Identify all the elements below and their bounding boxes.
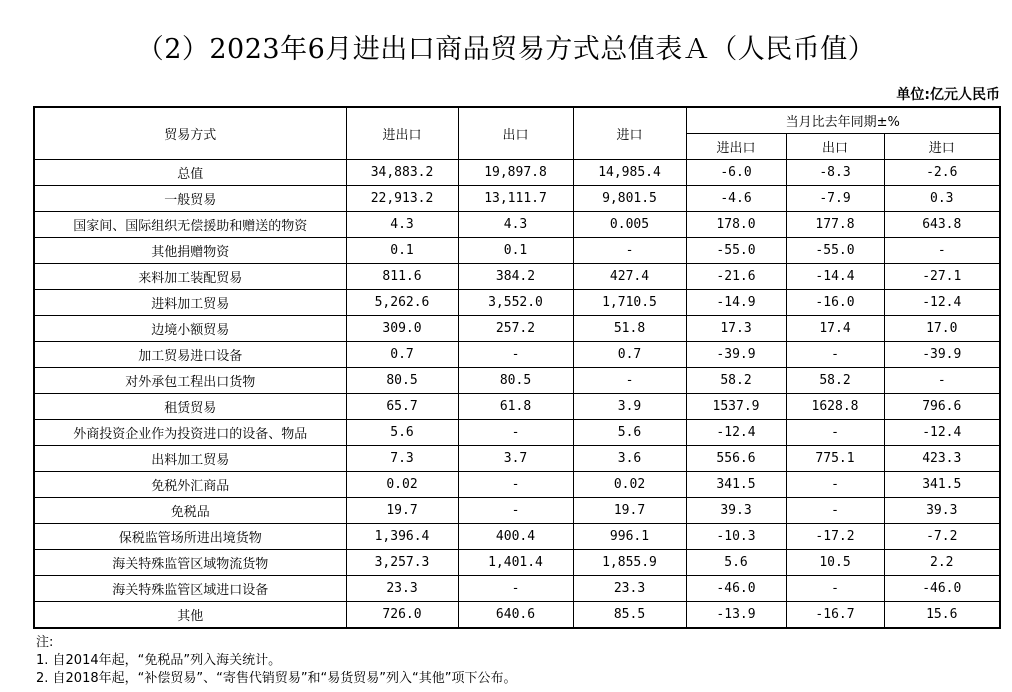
table-row xyxy=(34,238,1000,264)
cell-yoy-import: 2.2 xyxy=(884,550,1000,576)
cell-yoy-import: 341.5 xyxy=(884,472,1000,498)
cell-yoy-export: -16.0 xyxy=(786,290,884,316)
cell-total: 0.7 xyxy=(346,342,458,368)
cell-yoy-import: 39.3 xyxy=(884,498,1000,524)
cell-yoy-export: -7.9 xyxy=(786,186,884,212)
cell-yoy-total: -55.0 xyxy=(686,238,786,264)
cell-total: 65.7 xyxy=(346,394,458,420)
header-total: 进出口 xyxy=(346,107,458,160)
cell-yoy-total: -14.9 xyxy=(686,290,786,316)
row-trade-mode: 海关特殊监管区域进口设备 xyxy=(34,576,346,602)
cell-yoy-import: 15.6 xyxy=(884,602,1000,629)
cell-yoy-total: 178.0 xyxy=(686,212,786,238)
cell-import: - xyxy=(573,368,686,394)
cell-yoy-import: - xyxy=(884,238,1000,264)
cell-total: 811.6 xyxy=(346,264,458,290)
cell-yoy-export: 58.2 xyxy=(786,368,884,394)
cell-yoy-total: -10.3 xyxy=(686,524,786,550)
cell-yoy-total: -46.0 xyxy=(686,576,786,602)
cell-import: 0.7 xyxy=(573,342,686,368)
cell-total: 726.0 xyxy=(346,602,458,629)
cell-export: 80.5 xyxy=(458,368,573,394)
cell-export: 61.8 xyxy=(458,394,573,420)
cell-yoy-import: 423.3 xyxy=(884,446,1000,472)
row-trade-mode: 其他 xyxy=(34,602,346,629)
cell-import: 427.4 xyxy=(573,264,686,290)
row-trade-mode: 保税监管场所进出境货物 xyxy=(34,524,346,550)
cell-total: 5,262.6 xyxy=(346,290,458,316)
cell-export: 1,401.4 xyxy=(458,550,573,576)
cell-import: 85.5 xyxy=(573,602,686,629)
cell-import: 14,985.4 xyxy=(573,160,686,186)
cell-yoy-import: -12.4 xyxy=(884,420,1000,446)
table-row xyxy=(34,602,1000,629)
table-row xyxy=(34,550,1000,576)
cell-yoy-import: -2.6 xyxy=(884,160,1000,186)
notes xyxy=(36,634,517,688)
cell-export: 257.2 xyxy=(458,316,573,342)
cell-yoy-total: 58.2 xyxy=(686,368,786,394)
cell-yoy-import: -12.4 xyxy=(884,290,1000,316)
cell-yoy-export: - xyxy=(786,420,884,446)
table-row xyxy=(34,446,1000,472)
cell-export: 13,111.7 xyxy=(458,186,573,212)
cell-yoy-export: 177.8 xyxy=(786,212,884,238)
cell-yoy-export: 1628.8 xyxy=(786,394,884,420)
cell-yoy-import: -46.0 xyxy=(884,576,1000,602)
cell-yoy-total: 39.3 xyxy=(686,498,786,524)
cell-import: 1,710.5 xyxy=(573,290,686,316)
cell-export: - xyxy=(458,472,573,498)
table-row xyxy=(34,160,1000,186)
row-trade-mode: 租赁贸易 xyxy=(34,394,346,420)
cell-export: - xyxy=(458,420,573,446)
table-row xyxy=(34,498,1000,524)
cell-yoy-export: 17.4 xyxy=(786,316,884,342)
cell-yoy-total: 17.3 xyxy=(686,316,786,342)
cell-yoy-export: - xyxy=(786,472,884,498)
table-row xyxy=(34,368,1000,394)
table-row xyxy=(34,576,1000,602)
cell-export: - xyxy=(458,576,573,602)
row-trade-mode: 进料加工贸易 xyxy=(34,290,346,316)
page-title: （2）2023年6月进出口商品贸易方式总值表Ａ（人民币值） xyxy=(136,34,876,65)
cell-import: - xyxy=(573,238,686,264)
header-yoy-total: 进出口 xyxy=(686,134,786,160)
row-trade-mode: 对外承包工程出口货物 xyxy=(34,368,346,394)
cell-yoy-total: -21.6 xyxy=(686,264,786,290)
cell-export: - xyxy=(458,342,573,368)
row-trade-mode: 外商投资企业作为投资进口的设备、物品 xyxy=(34,420,346,446)
cell-total: 3,257.3 xyxy=(346,550,458,576)
cell-total: 7.3 xyxy=(346,446,458,472)
row-trade-mode: 海关特殊监管区域物流货物 xyxy=(34,550,346,576)
cell-yoy-total: 1537.9 xyxy=(686,394,786,420)
cell-total: 5.6 xyxy=(346,420,458,446)
cell-export: 19,897.8 xyxy=(458,160,573,186)
cell-yoy-import: -39.9 xyxy=(884,342,1000,368)
cell-yoy-export: - xyxy=(786,576,884,602)
cell-yoy-import: 0.3 xyxy=(884,186,1000,212)
cell-yoy-export: -17.2 xyxy=(786,524,884,550)
row-trade-mode: 出料加工贸易 xyxy=(34,446,346,472)
table-row xyxy=(34,394,1000,420)
cell-yoy-import: 796.6 xyxy=(884,394,1000,420)
cell-import: 51.8 xyxy=(573,316,686,342)
cell-import: 3.9 xyxy=(573,394,686,420)
row-trade-mode: 加工贸易进口设备 xyxy=(34,342,346,368)
header-yoy-group: 当月比去年同期±% xyxy=(686,107,1000,134)
cell-yoy-total: -12.4 xyxy=(686,420,786,446)
cell-yoy-export: -55.0 xyxy=(786,238,884,264)
table-row xyxy=(34,316,1000,342)
row-trade-mode: 免税外汇商品 xyxy=(34,472,346,498)
notes-heading: 注: xyxy=(36,635,54,650)
cell-total: 0.02 xyxy=(346,472,458,498)
cell-yoy-export: - xyxy=(786,342,884,368)
note-item-1: 1. 自2014年起，“免税品”列入海关统计。 xyxy=(36,653,282,668)
row-trade-mode: 一般贸易 xyxy=(34,186,346,212)
note-item-2: 2. 自2018年起，“补偿贸易”、“寄售代销贸易”和“易货贸易”列入“其他”项下公布。 xyxy=(36,671,517,686)
cell-import: 5.6 xyxy=(573,420,686,446)
cell-yoy-export: -16.7 xyxy=(786,602,884,629)
cell-import: 23.3 xyxy=(573,576,686,602)
cell-yoy-import: -7.2 xyxy=(884,524,1000,550)
cell-yoy-total: -39.9 xyxy=(686,342,786,368)
header-trade-mode: 贸易方式 xyxy=(34,107,346,160)
cell-total: 80.5 xyxy=(346,368,458,394)
cell-import: 0.02 xyxy=(573,472,686,498)
cell-yoy-import: -27.1 xyxy=(884,264,1000,290)
row-trade-mode: 来料加工装配贸易 xyxy=(34,264,346,290)
cell-import: 19.7 xyxy=(573,498,686,524)
row-trade-mode: 免税品 xyxy=(34,498,346,524)
cell-yoy-total: -6.0 xyxy=(686,160,786,186)
table-row xyxy=(34,290,1000,316)
table-row xyxy=(34,212,1000,238)
cell-yoy-total: 556.6 xyxy=(686,446,786,472)
cell-yoy-export: -8.3 xyxy=(786,160,884,186)
cell-yoy-import: - xyxy=(884,368,1000,394)
table-row xyxy=(34,264,1000,290)
cell-total: 22,913.2 xyxy=(346,186,458,212)
cell-export: 3.7 xyxy=(458,446,573,472)
cell-total: 19.7 xyxy=(346,498,458,524)
cell-yoy-total: -13.9 xyxy=(686,602,786,629)
cell-yoy-import: 17.0 xyxy=(884,316,1000,342)
cell-yoy-total: 341.5 xyxy=(686,472,786,498)
cell-export: 384.2 xyxy=(458,264,573,290)
table-row xyxy=(34,524,1000,550)
cell-yoy-export: 10.5 xyxy=(786,550,884,576)
cell-yoy-export: -14.4 xyxy=(786,264,884,290)
table-row xyxy=(34,420,1000,446)
row-trade-mode: 边境小额贸易 xyxy=(34,316,346,342)
header-yoy-import: 进口 xyxy=(884,134,1000,160)
row-trade-mode: 总值 xyxy=(34,160,346,186)
table-row xyxy=(34,472,1000,498)
trade-mode-table xyxy=(33,106,1001,629)
cell-yoy-import: 643.8 xyxy=(884,212,1000,238)
cell-export: 4.3 xyxy=(458,212,573,238)
cell-export: 400.4 xyxy=(458,524,573,550)
header-import: 进口 xyxy=(573,107,686,160)
cell-import: 0.005 xyxy=(573,212,686,238)
cell-import: 3.6 xyxy=(573,446,686,472)
cell-total: 0.1 xyxy=(346,238,458,264)
cell-import: 9,801.5 xyxy=(573,186,686,212)
cell-yoy-export: 775.1 xyxy=(786,446,884,472)
table-row xyxy=(34,186,1000,212)
cell-total: 4.3 xyxy=(346,212,458,238)
table-body xyxy=(34,160,1000,629)
row-trade-mode: 其他捐赠物资 xyxy=(34,238,346,264)
cell-export: 3,552.0 xyxy=(458,290,573,316)
cell-import: 1,855.9 xyxy=(573,550,686,576)
cell-total: 23.3 xyxy=(346,576,458,602)
header-export: 出口 xyxy=(458,107,573,160)
table-row xyxy=(34,342,1000,368)
cell-total: 34,883.2 xyxy=(346,160,458,186)
cell-yoy-total: 5.6 xyxy=(686,550,786,576)
cell-export: 640.6 xyxy=(458,602,573,629)
cell-export: - xyxy=(458,498,573,524)
cell-yoy-export: - xyxy=(786,498,884,524)
unit-label: 单位:亿元人民币 xyxy=(896,87,1000,103)
cell-export: 0.1 xyxy=(458,238,573,264)
cell-total: 309.0 xyxy=(346,316,458,342)
header-yoy-export: 出口 xyxy=(786,134,884,160)
cell-total: 1,396.4 xyxy=(346,524,458,550)
cell-import: 996.1 xyxy=(573,524,686,550)
cell-yoy-total: -4.6 xyxy=(686,186,786,212)
row-trade-mode: 国家间、国际组织无偿援助和赠送的物资 xyxy=(34,212,346,238)
